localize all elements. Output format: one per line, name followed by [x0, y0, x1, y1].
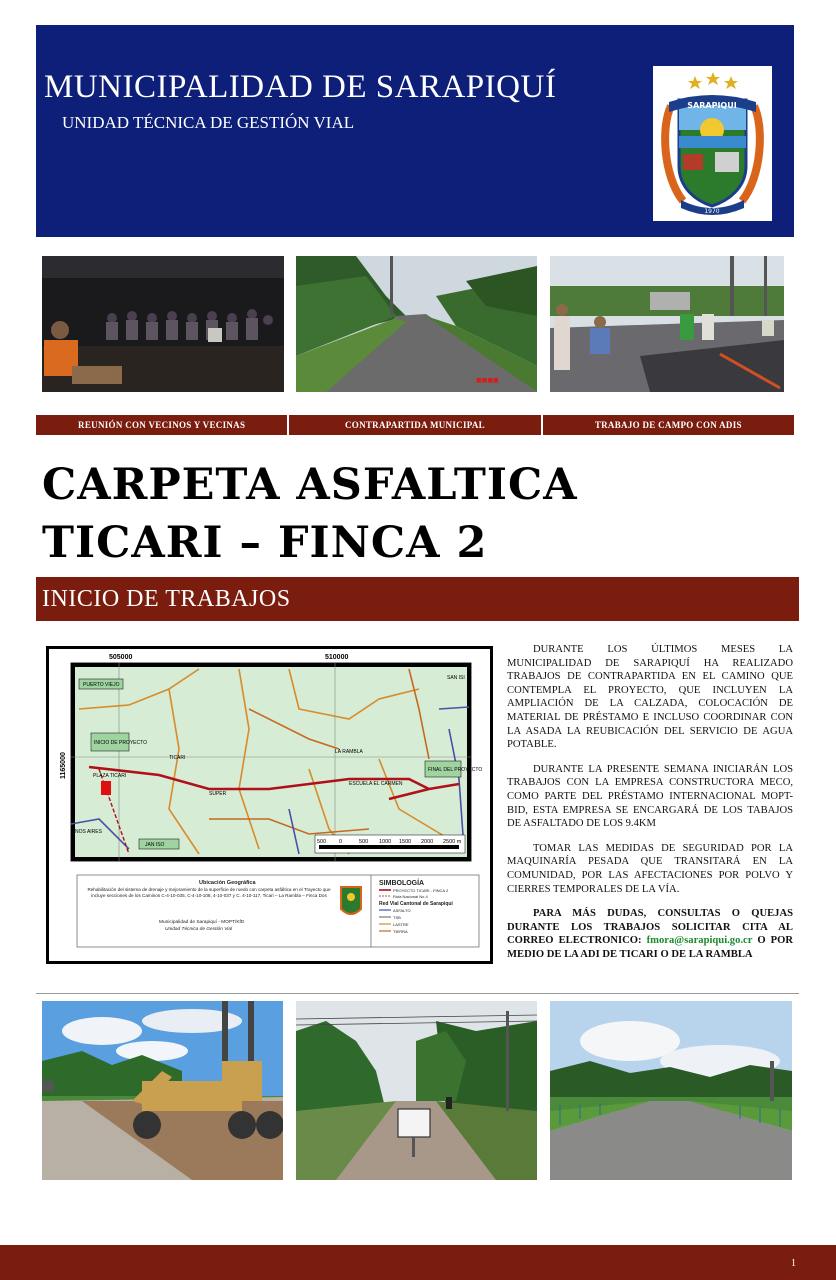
map-label-la-rambla: LA RAMBLA [335, 749, 363, 755]
map-label-escuela: ESCUELA EL CARMEN [349, 781, 403, 787]
page-number: 1 [791, 1258, 796, 1269]
organization-name: MUNICIPALIDAD DE SARAPIQUÍ [44, 69, 557, 105]
symbology-title: SIMBOLOGÍA [379, 880, 425, 887]
photo-road-with-sign [296, 1001, 537, 1180]
contact-text: PARA MÁS DUDAS, CONSULTAS O QUEJAS DURANTE LOS TRABAJOS SOLICITAR CITA AL CORREO ELECTRONICO: [507, 908, 793, 947]
page-title [42, 456, 578, 572]
map-label-san-isi: SAN ISI [447, 675, 465, 681]
scale-label: 2000 [421, 839, 434, 845]
map-location-text: Rehabilitación del sistema de drenaje y mejoramiento de la superficie de ruedo con carpeta asfáltica en el Trayecto que incluye secciones de los Caminos C-4-10-035, C-4-10-108, 4-10-037 y C. 4-10-117, Ticari – La Rambla – Finca Dos [87, 887, 331, 898]
map-label-inicio: INICIO DE PROYECTO [94, 740, 147, 746]
scale-label: 1500 [399, 839, 412, 845]
scale-label: 0 [339, 839, 343, 845]
contact-email-link[interactable]: fmora@sarapiqui.go.cr [646, 935, 753, 947]
map-coord-510000: 510000 [325, 654, 349, 661]
contact-text-end: O POR MEDIO DE LA ADI DE TICARI O DE LA RAMBLA [507, 935, 794, 960]
crest-label: SARAPIQUI [687, 101, 737, 110]
section-heading: INICIO DE TRABAJOS [42, 586, 291, 612]
symbology-item: TSB [393, 915, 401, 920]
svg-text:■■■■: ■■■■ [476, 377, 499, 384]
project-map [46, 646, 493, 964]
page-footer [0, 1245, 836, 1280]
photo-field-work-adis [550, 256, 784, 392]
divider-line [36, 993, 799, 994]
scale-label: 1000 [379, 839, 392, 845]
unit-name: UNIDAD TÉCNICA DE GESTIÓN VIAL [62, 113, 355, 132]
paragraph-safety: TOMAR LAS MEDIDAS DE SEGURIDAD POR LA MAQUINARÍA PESADA QUE TRANSITARÁ EN LA COMUNIDAD, POR LAS AFECTACIONES POR POLVO Y CIERRES TEMPORALES DE LA VÍA. [507, 842, 793, 895]
scale-label: 500 [317, 839, 327, 845]
symbology-item: Red Vial Cantonal de Sarapiquí [379, 901, 453, 907]
section-heading-bar [36, 577, 799, 621]
photo-caption-bar [36, 415, 794, 435]
map-credit-1: Municipalidad de Sarapiquí - MOPT/KfD [159, 920, 245, 925]
caption-meeting: REUNIÓN CON VECINOS Y VECINAS [36, 415, 289, 435]
municipal-crest [653, 66, 772, 221]
title-line-1: CARPETA ASFALTICA [42, 460, 578, 510]
article-body [507, 643, 793, 972]
map-label-puerto-viejo: PUERTO VIEJO [83, 682, 120, 688]
paragraph-meco: DURANTE LA PRESENTE SEMANA INICIARÁN LOS TRABAJOS CON LA EMPRESA CONSTRUCTORA MECO, COMO PARTE DEL PRÉSTAMO INTERNACIONAL MOPT-BID, ESTA EMPRESA SE ENCARGARÁ DE LOS TABAJOS DE ASFALTADO DE LOS 9.4KM [507, 763, 793, 830]
map-label-super: SUPER [209, 791, 227, 797]
map-location-title: Ubicación Geográfica [199, 880, 256, 886]
map-label-nos-aires: NOS AIRES [75, 829, 102, 835]
symbology-item: LASTRE [393, 922, 409, 927]
photo-finished-road [550, 1001, 792, 1180]
map-label-plaza-ticari: PLAZA TICARI [93, 773, 127, 779]
map-coord-1165000: 1165000 [60, 752, 67, 779]
photo-meeting-with-neighbors [42, 256, 284, 392]
symbology-item: ASFALTO [393, 908, 411, 913]
title-line-2: TICARI – FINCA 2 [42, 518, 488, 568]
photo-road-contrapartida [296, 256, 537, 392]
map-label-ticari: TICARI [169, 755, 186, 761]
paragraph-contact [507, 907, 793, 961]
header-banner [36, 25, 794, 237]
symbology-item: Ruta Nacional No 4 [393, 894, 428, 899]
crest-year: 1970 [704, 208, 720, 215]
symbology-item: TIERRA [393, 929, 408, 934]
map-crest-icon [341, 887, 361, 914]
scale-label: 2500 m [443, 839, 462, 845]
caption-contrapartida: CONTRAPARTIDA MUNICIPAL [289, 415, 542, 435]
map-credit-2: Unidad Técnica de Gestión Vial [165, 927, 233, 932]
photo-grader-machine [42, 1001, 283, 1180]
symbology-item: PROYECTO TICARI - FINCA 2 [393, 888, 449, 893]
map-label-jan-iso: JAN ISO [145, 842, 165, 848]
scale-label: 500 [359, 839, 369, 845]
caption-field-work: TRABAJO DE CAMPO CON ADIS [594, 420, 742, 430]
paragraph-contrapartida: DURANTE LOS ÚLTIMOS MESES LA MUNICIPALIDAD DE SARAPIQUÍ HA REALIZADO TRABAJOS DE CONTRAPARTIDA EN EL CAMINO QUE CONTEMPLA EL PROYECTO, QUE INCLUYEN LA AMPLIACIÓN DE LA CALZADA, COLOCACIÓN DE MATERIAL DE PRÉSTAMO E INCLUSO COORDINAR CON LA ASADA LA REUBICACIÓN DEL SERVICIO DE AGUA POTABLE. [507, 644, 793, 751]
map-coord-505000: 505000 [109, 654, 133, 661]
map-label-final: FINAL DEL PROYECTO [428, 767, 483, 773]
